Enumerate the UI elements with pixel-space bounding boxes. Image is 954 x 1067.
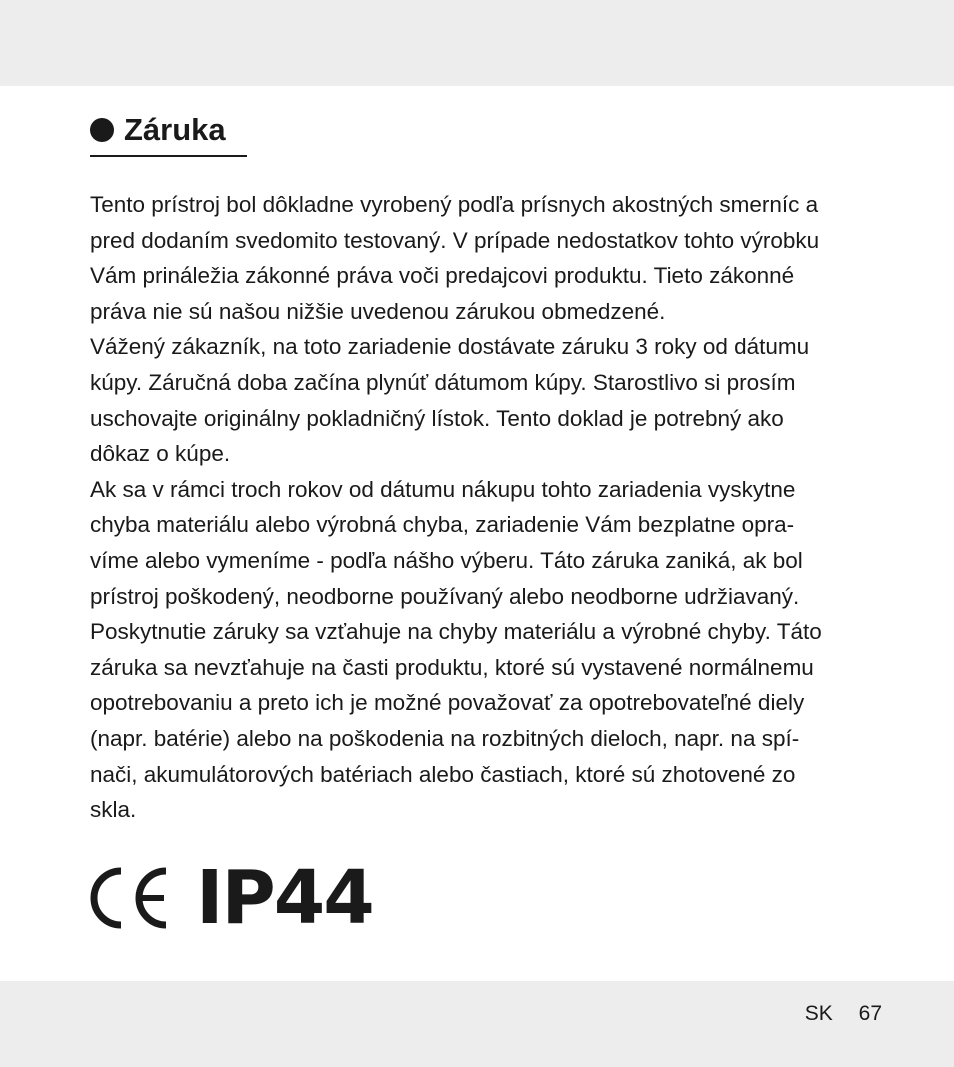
certification-marks [90, 855, 373, 941]
page-number: 67 [858, 1002, 882, 1025]
text-line: Poskytnutie záruky sa vzťahuje na chyby materiálu a výrobné chyby. Táto [90, 619, 822, 645]
top-band [0, 0, 954, 86]
bullet-icon [90, 118, 114, 142]
section-title: Záruka [124, 112, 226, 147]
text-line: Vám prináležia zákonné práva voči predajcovi produktu. Tieto zákonné [90, 263, 795, 289]
heading-underline [90, 155, 247, 157]
page-footer [805, 1001, 882, 1027]
text-line: záruka sa nevzťahuje na časti produktu, ktoré sú vystavené normálnemu [90, 654, 814, 680]
text-line: nači, akumulátorových batériach alebo častiach, ktoré sú zhotovené zo [90, 761, 796, 787]
text-line: dôkaz o kúpe. [90, 441, 231, 467]
text-line: Vážený zákazník, na toto zariadenie dostávate záruku 3 roky od dátumu [90, 334, 810, 360]
text-line: (napr. batérie) alebo na poškodenia na rozbitných dieloch, napr. na spí- [90, 725, 800, 751]
text-line: prístroj poškodený, neodborne používaný alebo neodborne udržiavaný. [90, 583, 800, 609]
text-line: pred dodaním svedomito testovaný. V prípade nedostatkov tohto výrobku [90, 227, 820, 253]
text-line: opotrebovaniu a preto ich je možné považovať za opotrebovateľné diely [90, 690, 805, 716]
ce-mark-icon [90, 867, 170, 929]
text-line: Ak sa v rámci troch rokov od dátumu nákupu tohto zariadenia vyskytne [90, 476, 796, 502]
language-code: SK [804, 1002, 833, 1025]
section-heading [90, 112, 226, 148]
text-line: víme alebo vymeníme - podľa nášho výberu. Táto záruka zaniká, ak bol [90, 547, 803, 573]
warranty-text [90, 187, 880, 828]
text-line: kúpy. Záručná doba začína plynúť dátumom kúpy. Starostlivo si prosím [90, 369, 796, 395]
text-line: chyba materiálu alebo výrobná chyba, zariadenie Vám bezplatne opra- [90, 512, 795, 538]
ip-rating-mark: IP44 [196, 855, 373, 941]
text-line: Tento prístroj bol dôkladne vyrobený podľa prísnych akostných smerníc a [90, 192, 819, 217]
text-line: skla. [90, 797, 137, 823]
text-line: uschovajte originálny pokladničný lístok. Tento doklad je potrebný ako [90, 405, 784, 431]
text-line: práva nie sú našou nižšie uvedenou zárukou obmedzené. [90, 298, 666, 324]
